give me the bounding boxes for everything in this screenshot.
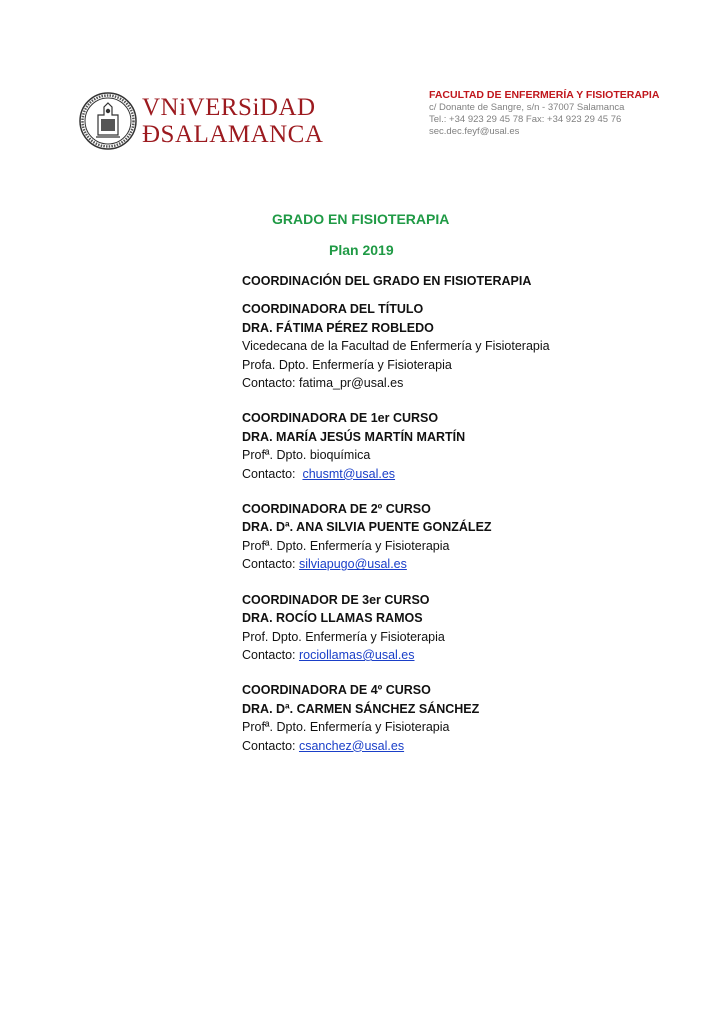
coordination-content <box>242 272 702 755</box>
coordinator-contact <box>242 555 702 573</box>
coordinator-name: DRA. FÁTIMA PÉREZ ROBLEDO <box>242 320 434 335</box>
coordinator-extra: Vicedecana de la Facultad de Enfermería y Fisioterapia <box>242 339 550 354</box>
coordinator-dept: Profª. Dpto. bioquímica <box>242 448 371 463</box>
coordinator-name: DRA. Dª. ANA SILVIA PUENTE GONZÁLEZ <box>242 520 492 535</box>
coordinator-block <box>242 409 702 483</box>
contact-label: Contacto: <box>242 376 299 391</box>
coordinator-name: DRA. ROCÍO LLAMAS RAMOS <box>242 611 423 626</box>
university-logo <box>142 94 323 148</box>
university-seal-icon <box>78 91 138 151</box>
contact-label: Contacto: <box>242 647 299 662</box>
contact-label: Contacto: <box>242 738 299 753</box>
section-heading: COORDINACIÓN DEL GRADO EN FISIOTERAPIA <box>242 274 532 288</box>
degree-title: GRADO EN FISIOTERAPIA <box>272 211 450 227</box>
faculty-address: c/ Donante de Sangre, s/n - 37007 Salamanca <box>429 102 625 113</box>
coordinator-contact <box>242 374 702 392</box>
faculty-email: sec.dec.feyf@usal.es <box>429 126 520 137</box>
contact-email-link[interactable]: silviapugo@usal.es <box>298 557 407 572</box>
coordinator-role: COORDINADORA DE 1er CURSO <box>242 411 439 426</box>
coordinator-contact <box>242 737 702 755</box>
contact-label: Contacto: <box>242 466 303 481</box>
coordinator-block <box>242 591 702 665</box>
logo-line-1: VNiVERSiDAD <box>142 94 316 121</box>
coordinator-contact <box>242 646 702 664</box>
coordinator-dept: Profa. Dpto. Enfermería y Fisioterapia <box>242 357 452 372</box>
coordinator-block <box>242 681 702 755</box>
coordinator-name: DRA. MARÍA JESÚS MARTÍN MARTÍN <box>242 429 466 444</box>
coordinator-name: DRA. Dª. CARMEN SÁNCHEZ SÁNCHEZ <box>242 701 480 716</box>
coordinator-contact <box>242 465 702 483</box>
coordinator-role: COORDINADOR DE 3er CURSO <box>242 592 430 607</box>
coordinator-block <box>242 300 702 392</box>
contact-label: Contacto: <box>242 557 299 572</box>
coordinator-dept: Profª. Dpto. Enfermería y Fisioterapia <box>242 720 450 735</box>
faculty-header <box>429 89 659 138</box>
coordinator-block <box>242 500 702 574</box>
coordinator-role: COORDINADORA DEL TÍTULO <box>242 302 424 317</box>
logo-line-2: ÐSALAMANCA <box>142 121 324 148</box>
coordinator-dept: Prof. Dpto. Enfermería y Fisioterapia <box>242 629 445 644</box>
contact-email-link[interactable]: csanchez@usal.es <box>298 738 405 753</box>
contact-email: fatima_pr@usal.es <box>298 376 404 391</box>
plan-title: Plan 2019 <box>329 242 394 258</box>
coordinator-role: COORDINADORA DE 2º CURSO <box>242 502 431 517</box>
coordinator-dept: Profª. Dpto. Enfermería y Fisioterapia <box>242 538 450 553</box>
contact-email-link[interactable]: rociollamas@usal.es <box>298 647 415 662</box>
contact-email-link[interactable]: chusmt@usal.es <box>302 466 396 481</box>
faculty-phone-fax: Tel.: +34 923 29 45 78 Fax: +34 923 29 45 76 <box>429 114 622 125</box>
faculty-name: FACULTAD DE ENFERMERÍA Y FISIOTERAPIA <box>429 89 660 101</box>
coordinator-role: COORDINADORA DE 4º CURSO <box>242 683 431 698</box>
